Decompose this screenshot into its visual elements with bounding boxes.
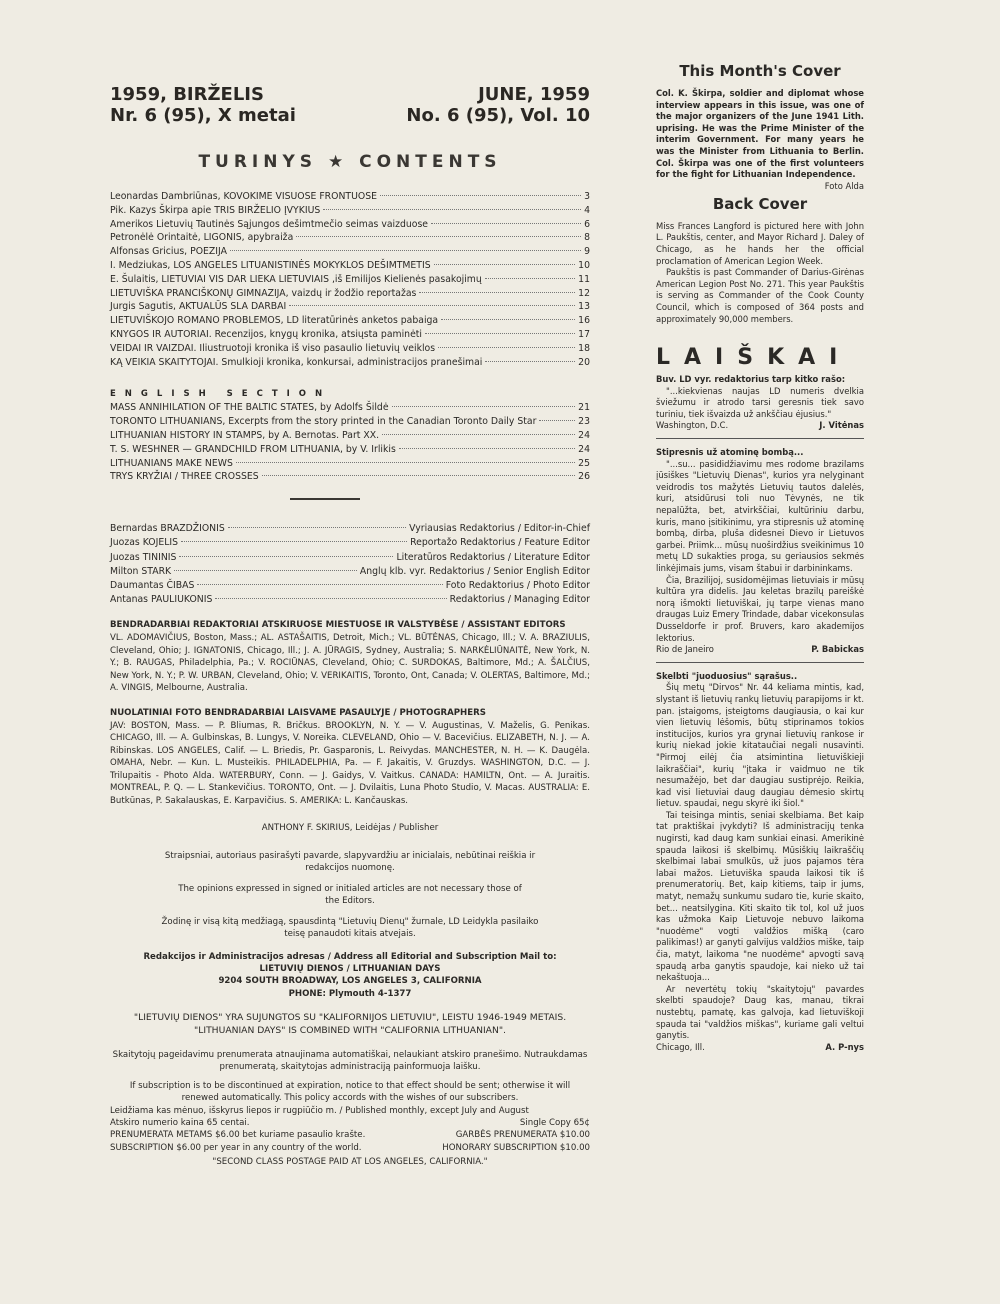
toc-entry [110, 328, 590, 342]
address-block: Redakcijos ir Administracijos adresas / Address all Editorial and Subscription Mail to: LIETUVIŲ DIENOS / LITHUANIAN DAYS 9204 SOUTH BROADWAY, LOS ANGELES 3, CALIFORNIA PHONE: Plymouth 4-1377 [143, 951, 557, 999]
english-toc-entry [110, 415, 590, 429]
toc-entry-title: KĄ VEIKIA SKAITYTOJAI. Smulkioji kronika, konkursai, administracijos pranešimai [110, 356, 483, 368]
subscription-en: If subscription is to be discontinued at expiration, notice to that effect should be sent; otherwise it will renewed automatically. This policy accords with the wishes of our subscribers. [129, 1080, 571, 1104]
back-cover-title: Back Cover [712, 194, 808, 213]
dot-leader [323, 209, 581, 210]
postage-notice: "SECOND CLASS POSTAGE PAID AT LOS ANGELES, CALIFORNIA." [212, 1157, 488, 1168]
dot-leader [485, 361, 575, 362]
dot-leader [230, 250, 581, 251]
staff-entry [110, 565, 590, 579]
toc-entry-value: 16 [578, 315, 590, 327]
right-column [656, 60, 864, 1053]
staff-entry-title: Antanas PAULIUKONIS [110, 594, 213, 606]
toc-entry [110, 218, 590, 232]
back-cover-text: Miss Frances Langford is pictured here with John L. Paukštis, center, and Mayor Richard J. Daley of Chicago, as he hands her the official proclamation of American Legion Week. Paukštis is past Commander of Darius-Girėnas American Legion Post No. 271. This year Paukštis is serving as Commander of the Cook County Council, which is composed of 364 posts and approximately 90,000 members. [656, 220, 864, 324]
note-en-1: The opinions expressed in signed or initialed articles are not necessary those of the Editors. [178, 883, 522, 907]
dot-leader [539, 420, 575, 421]
staff-entry [110, 536, 590, 550]
dot-leader [181, 541, 407, 542]
letter-2-text: "...su... pasididžiavimu mes rodome brazilams įūsiškes "Lietuvių Dienas", kurios yra nelyginant veidrodis tos mažytės Lietuvių tautos dalelės, kuri, atsidūrusi toli nuo Tėvynės, ne tik nepalūžta, bet, atvirkščiai, kultūriniu darbu, kuris, mano įsitikinimu, yra stipresnis už atominę bombą, dirba, pluša didesnei Dievo ir Lietuvos garbei. Priimk... mūsų nuoširdžius sveikinimus 10 metų LD sukakties proga, su geriausios sekmės linkėjimais jums, visam štabui ir darbininkams. Čia, Brazilijoj, susidomėjimas lietuviais ir mūsų kultūra yra didelis. Jau keletas brazilų pareiškė norą išmokti lietuviškai, jų tarpe vienas mano draugas Luiz Emery Trindade, dabar vicekonsulas Dusseldorfe ir prof. Bruvers, karo akademijos lektorius. [656, 458, 864, 643]
staff-entry-value: Redaktorius / Managing Editor [449, 594, 590, 606]
rule [656, 438, 864, 439]
single-copy-row: Atskiro numerio kaina 65 centai. Single Copy 65¢ [110, 1117, 590, 1128]
toc-entry [110, 356, 590, 370]
toc-entry-title: KNYGOS IR AUTORIAI. Recenzijos, knygų kronika, atsiųsta paminėti [110, 328, 423, 340]
toc-entry-value: 13 [578, 301, 590, 313]
letter-1-head: Buv. LD vyr. redaktorius tarp kitko rašo: [656, 374, 846, 385]
staff-entry-value: Vyriausias Redaktorius / Editor-in-Chief [409, 523, 590, 535]
toc-entry-title: Alfonsas Gricius, POEZIJA [110, 246, 227, 258]
dot-leader [380, 195, 581, 196]
letter-3-signature: Chicago, Ill. A. P-nys [656, 1041, 864, 1052]
staff-entry-value: Foto Redaktorius / Photo Editor [445, 579, 590, 591]
dot-leader [419, 292, 575, 293]
english-toc-entry [110, 457, 590, 471]
english-toc-entry [110, 429, 590, 443]
english-toc-entry-title: TORONTO LITHUANIANS, Excerpts from the story printed in the Canadian Toronto Daily Star [110, 416, 537, 428]
dot-leader [399, 448, 575, 449]
toc-entry-title: Petronėlė Orintaitė, LIGONIS, apybraiža [110, 232, 294, 244]
dot-leader [296, 236, 581, 237]
dot-leader [197, 584, 442, 585]
english-toc-entry-title: TRYS KRYŽIAI / THREE CROSSES [110, 471, 259, 483]
dot-leader [382, 434, 575, 435]
toc-entry-value: 9 [584, 246, 590, 258]
english-toc-entry-value: 24 [578, 429, 590, 441]
english-toc-entry-title: MASS ANNIHILATION OF THE BALTIC STATES, by Adolfs Šildė [110, 402, 389, 414]
assistant-editors: BENDRADARBIAI REDAKTORIAI ATSKIRUOSE MIESTUOSE IR VALSTYBĖSE / ASSISTANT EDITORS VL. ADOMAVIČIUS, Boston, Mass.; AL. ASTAŠAITIS, Detroit, Mich.; VL. BŪTĖNAS, Chicago, Ill.; V. A. BRAZIULIS, Cleveland, Ohio; J. IGNATONIS, Chicago, Ill.; J. A. JŪRAGIS, Sydney, Australia; S. NARKĖLIŪNAITĖ, New York, N. Y.; B. RAUGAS, Philadelphia, Pa.; V. ROCIŪNAS, Cleveland, Ohio; C. SURDOKAS, Baltimore, Md.; A. ŠALČIUS, New York, N. Y.; P. W. URBAN, Cleveland, Ohio; V. VERIKAITIS, Toronto, Ont, Canada; V. OLERTAS, Baltimore, Md.; A. VINGIS, Melbourne, Australia. [110, 620, 590, 694]
english-toc-entry-value: 21 [578, 402, 590, 414]
english-toc-entry [110, 470, 590, 484]
toc-entry [110, 190, 590, 204]
rule [656, 662, 864, 663]
staff-entry-title: Bernardas BRAZDŽIONIS [110, 523, 225, 535]
price-row-lt: PRENUMERATA METAMS $6.00 bet kuriame pasaulio krašte. GARBĖS PRENUMERATA $10.00 [110, 1130, 590, 1141]
staff-entry [110, 593, 590, 607]
dot-leader [425, 333, 575, 334]
english-toc-entry [110, 401, 590, 415]
toc-entry [110, 245, 590, 259]
toc-entry [110, 342, 590, 356]
publisher-line: ANTHONY F. SKIRIUS, Leidėjas / Publisher [261, 822, 439, 833]
english-toc-entry-value: 26 [578, 471, 590, 483]
english-toc-entry-title: T. S. WESHNER — GRANDCHILD FROM LITHUANIA, by V. Irlikis [110, 443, 396, 455]
letters-title: LAIŠKAI [656, 345, 852, 371]
toc-entry-title: LIETUVIŠKA PRANCIŠKONŲ GIMNAZIJA, vaizdų ir žodžio reportažas [110, 287, 417, 299]
toc-entry-value: 12 [578, 287, 590, 299]
toc-entry [110, 314, 590, 328]
note-lt-2: Žodinę ir visą kitą medžiagą, spausdintą "Lietuvių Dienų" žurnale, LD Leidykla pasilaiko teisę panaudoti kitais atvejais. [161, 916, 539, 940]
english-toc-entry-value: 23 [578, 416, 590, 428]
toc-entry-value: 4 [584, 204, 590, 216]
toc-entry-title: I. Medziukas, LOS ANGELES LITUANISTINĖS MOKYKLOS DEŠIMTMETIS [110, 259, 431, 271]
toc-entry [110, 287, 590, 301]
letter-1-signature: Washington, D.C. J. Vitėnas [656, 420, 864, 431]
cover-caption: Col. K. Škirpa, soldier and diplomat whose interview appears in this issue, was one of the major organizers of the June 1941 Lith. uprising. He was the Prime Minister of the interim Government. For many years he was the Minister from Lithuania to Berlin. Col. Škirpa was one of the first volunteers for the fight for Lithuanian Independence. Foto Alda [656, 88, 864, 191]
subscription-lt: Skaitytojų pageidavimu prenumerata atnaujinama automatiškai, nelaukiant atskiro pranešimo. Nutraukdamas prenumeratą, skaitytojas administraciją painformuoja laišku. [112, 1049, 588, 1073]
dot-leader [485, 278, 575, 279]
toc-entry-value: 17 [578, 328, 590, 340]
toc-entry [110, 259, 590, 273]
dot-leader [228, 527, 406, 528]
english-toc-list [110, 401, 590, 484]
staff-entry [110, 551, 590, 565]
toc-entry-title: Leonardas Dambriūnas, KOVOKIME VISUOSE FRONTUOSE [110, 191, 377, 202]
staff-entry-title: Milton STARK [110, 565, 172, 577]
toc-list [110, 190, 590, 369]
letter-2-head: Stipresnis už atominę bombą... [656, 447, 804, 458]
staff-entry-value: Reportažo Redaktorius / Feature Editor [410, 537, 590, 549]
english-toc-entry [110, 443, 590, 457]
staff-list [110, 522, 590, 607]
dot-leader [438, 347, 575, 348]
toc-entry-title: VEIDAI IR VAIZDAI. Iliustruotoji kronika iš viso pasaulio lietuvių veiklos [110, 342, 436, 354]
photographers: NUOLATINIAI FOTO BENDRADARBIAI LAISVAME PASAULYJE / PHOTOGRAPHERS JAV: BOSTON, Mass. — P. Bliumas, R. Bričkus. BROOKLYN, N. Y. — V. Augustinas, V. Maželis, G. Penikas. CHICAGO, Ill. — A. Gulbinskas, B. Lungys, V. Noreika. CLEVELAND, Ohio — V. Bacevičius. ELIZABETH, N. J. — A. Ribinskas. LOS ANGELES, Calif. — L. Briedis, Pr. Gasparonis, L. Reivydas. MANCHESTER, N. H. — K. Daugėla. OMAHA, Nebr. — Kun. L. Musteikis. PHILADELPHIA, Pa. — F. Jakaitis, V. Gruzdys. WASHINGTON, D.C. — J. Trilupaitis - Photo Alda. WATERBURY, Conn. — J. Gaidys, V. Vaitkus. CANADA: HAMILTN, Ont. — A. Juraitis. MONTREAL, P. Q. — L. Stankevičius. TORONTO, Ont. — J. Dvilaitis, Luna Photo Studio, V. Macas. AUSTRALIA: E. Butkūnas, P. Sakalauskas, E. Karpavičius. S. AMERIKA: L. Kančauskas. [110, 707, 590, 807]
dot-leader [215, 598, 446, 599]
toc-entry-title: Jurgis Sagutis, AKTUALŪS SLA DARBAI [110, 301, 287, 313]
toc-entry-value: 8 [584, 232, 590, 244]
toc-entry-value: 11 [578, 273, 590, 285]
left-column [110, 84, 590, 1169]
toc-entry [110, 273, 590, 287]
english-toc-entry-title: LITHUANIANS MAKE NEWS [110, 457, 233, 469]
english-toc-entry-value: 25 [578, 457, 590, 469]
letter-1-text: "...kiekvienas naujas LD numeris dvelkia šviežumu ir atrodo tarsi geresnis tiek savo turiniu, tiek išvaizda už ankščiau ėjusius." [656, 385, 864, 419]
toc-entry-title: Pik. Kazys Škirpa apie TRIS BIRŽELIO ĮVYKIUS [110, 204, 321, 216]
toc-entry-title: E. Šulaitis, LIETUVIAI VIS DAR LIEKA LIETUVIAIS ,iš Emilijos Kielienės pasakojimų [110, 273, 482, 285]
staff-entry [110, 579, 590, 593]
toc-entry-title: LIETUVIŠKOJO ROMANO PROBLEMOS, LD literatūrinės anketos pabaiga [110, 315, 439, 327]
dot-leader [236, 462, 575, 463]
published-monthly: Leidžiama kas mėnuo, išskyrus liepos ir rugpiūčio m. / Published monthly, except July and August [110, 1105, 529, 1116]
staff-entry [110, 522, 590, 536]
dot-leader [262, 475, 576, 476]
dot-leader [289, 305, 575, 306]
english-toc-entry-value: 24 [578, 443, 590, 455]
divider [290, 498, 360, 500]
toc-entry [110, 300, 590, 314]
english-section-heading: ENGLISH SECTION [110, 389, 332, 400]
staff-entry-title: Daumantas ČIBAS [110, 579, 195, 591]
staff-entry-title: Juozas TININIS [110, 551, 177, 563]
staff-entry-value: Anglų klb. vyr. Redaktorius / Senior English Editor [359, 565, 590, 577]
dot-leader [441, 319, 575, 320]
dot-leader [174, 570, 357, 571]
toc-entry-value: 6 [584, 218, 590, 230]
contents-title: TURINYS ★ CONTENTS [198, 152, 502, 172]
letter-2-signature: Rio de Janeiro P. Babickas [656, 644, 864, 655]
letter-3-text: Šių metų "Dirvos" Nr. 44 keliama mintis, kad, slystant iš lietuvių rankų lietuvių parapijoms ir kt. pan. įstaigoms, įsteigtoms daugiausia, o kai kur vien lietuvių lėšomis, būtų stiprinamos tokios institucijos, kurios yra grynai lietuvių rankose ir kurių niekad jokie kitataučiai negali nusavinti. "Pirmoj eilėj čia atsimintina lietuviškieji laikraščiai", kurių "įtaka ir vaidmuo ne tik nesumažėjo, bet dar daugiau sustiprėjo. Reikia, kad visi lietuviai daug daugiau dėmesio skirtų lietuv. spaudai, negu skyrė iki šiol." Tai teisinga mintis, seniai skelbiama. Bet kaip tat praktiškai įvykdyti? Iš administracijų tenka nugirsti, kad daug kam sunkiai einasi. Amerikinė spauda laikosi iš skelbimų. Mūsiškių laikraščių skelbimai labai smulkūs, už juos pajamos tėra labai mažos. Lietuviška spauda laikosi tik iš prenumeratorių. Bet, kaip kitiems, taip ir jums, matyt, nemažų sunkumu sudaro tie, kurie skaito, bet... neatsilygina. Kiti skaito tik tol, kol už juos kas užmoka Kaip Lietuvoje nebuvo laikoma "nuodėme" vogti valdžios mišką (caro palikimas!) ar ganyti galvijus valdžios miške, taip čia, matyt, laikoma "ne nuodėme" apvogti savą spaudą arba ganytis spaudoje, kai nieko už tai nekaštuoja... Ar nevertėtų tokių "skaitytojų" pavardes skelbti spaudoje? Daug kas, manau, tikrai nustebtų, pamatę, kas galvoja, kad lietuviškoji spauda tai "valdžios miškas", kuriame gali veltui ganytis. [656, 682, 864, 1041]
dot-leader [431, 223, 581, 224]
toc-entry-value: 3 [584, 191, 590, 202]
merger-notice: "LIETUVIŲ DIENOS" YRA SUJUNGTOS SU "KALIFORNIJOS LIETUVIU", LEISTU 1946-1949 METAIS. "LITHUANIAN DAYS" IS COMBINED WITH "CALIFORNIA LITHUANIAN". [133, 1012, 567, 1036]
staff-entry-value: Literatūros Redaktorius / Literature Editor [396, 551, 590, 563]
dot-leader [179, 556, 393, 557]
english-toc-entry-title: LITHUANIAN HISTORY IN STAMPS, by A. Bernotas. Part XX. [110, 429, 380, 441]
issue-header [110, 84, 590, 126]
issue-header-lt: 1959, BIRŽELIS Nr. 6 (95), X metai [110, 84, 296, 126]
toc-entry-title: Amerikos Lietuvių Tautinės Sąjungos dešimtmečio seimas vaizduose [110, 218, 429, 230]
dot-leader [392, 406, 576, 407]
toc-entry-value: 18 [578, 342, 590, 354]
cover-title: This Month's Cover [679, 62, 841, 80]
toc-entry [110, 231, 590, 245]
price-row-en: SUBSCRIPTION $6.00 per year in any country of the world. HONORARY SUBSCRIPTION $10.00 [110, 1142, 590, 1153]
dot-leader [434, 264, 576, 265]
letter-3-head: Skelbti "juoduosius" sąrašus.. [656, 670, 798, 681]
issue-header-en: JUNE, 1959 No. 6 (95), Vol. 10 [406, 84, 590, 126]
toc-entry-value: 10 [578, 259, 590, 271]
toc-entry-value: 20 [578, 356, 590, 368]
staff-entry-title: Juozas KOJELIS [110, 537, 179, 549]
toc-entry [110, 204, 590, 218]
note-lt-1: Straipsniai, autoriaus pasirašyti pavarde, slapyvardžiu ar inicialais, nebūtinai reiškia ir redakcijos nuomonę. [164, 851, 536, 874]
cover-credit: Foto Alda [824, 180, 864, 191]
